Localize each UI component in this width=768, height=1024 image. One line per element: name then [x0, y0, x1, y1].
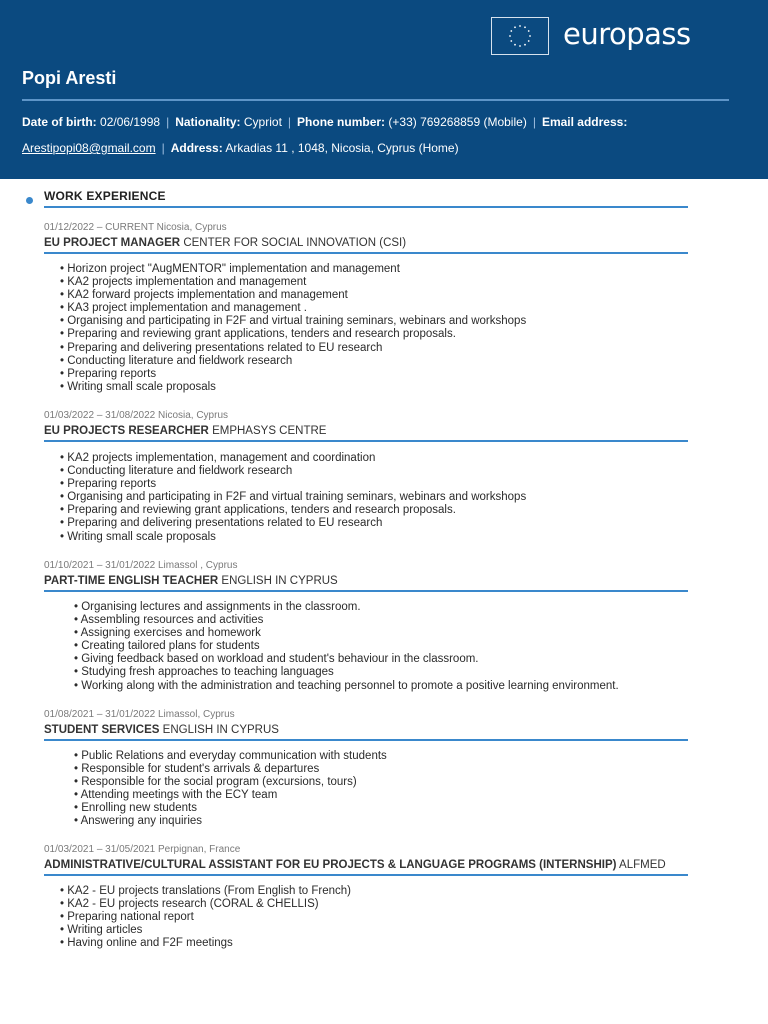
job-dates-location: 01/10/2021 – 31/01/2022 Limassol , Cyprus	[44, 560, 238, 571]
job-title	[44, 722, 688, 738]
address-label: Address:	[170, 141, 223, 155]
section-bullet	[26, 197, 33, 204]
job-entry	[44, 221, 688, 254]
job-entry	[44, 843, 688, 876]
job-role: PART-TIME ENGLISH TEACHER	[44, 575, 219, 587]
list-item: • KA2 forward projects implementation and management	[60, 289, 526, 302]
list-item: • KA2 projects implementation and management	[60, 276, 526, 289]
job-title	[44, 423, 688, 439]
job-role: EU PROJECTS RESEARCHER	[44, 425, 209, 437]
job-divider	[44, 440, 688, 442]
list-item: • KA2 - EU projects research (CORAL & CHELLIS)	[60, 898, 351, 911]
list-item: • Responsible for the social program (excursions, tours)	[74, 776, 387, 789]
list-item: • Preparing and delivering presentations related to EU research	[60, 342, 526, 355]
job-dates-location: 01/03/2022 – 31/08/2022 Nicosia, Cyprus	[44, 410, 229, 421]
list-item: • Giving feedback based on workload and student's behaviour in the classroom.	[74, 653, 619, 666]
list-item: • KA2 projects implementation, management and coordination	[60, 452, 526, 465]
email-link[interactable]: Arestipopi08@gmail.com	[22, 141, 156, 155]
list-item: • Preparing and delivering presentations related to EU research	[60, 517, 526, 530]
list-item: • Organising and participating in F2F and virtual training seminars, webinars and workshops	[60, 315, 526, 328]
cv-header	[0, 0, 768, 179]
job-dates-location: 01/08/2021 – 31/01/2022 Limassol, Cyprus	[44, 709, 235, 720]
job-duties-list	[60, 885, 351, 950]
list-item: • Organising and participating in F2F and virtual training seminars, webinars and workshops	[60, 491, 526, 504]
list-item: • Assembling resources and activities	[74, 614, 619, 627]
list-item: • Preparing reports	[60, 478, 526, 491]
list-item: • Writing small scale proposals	[60, 531, 526, 544]
job-duties-list	[60, 452, 526, 544]
list-item: • Responsible for student's arrivals & departures	[74, 763, 387, 776]
list-item: • Assigning exercises and homework	[74, 627, 619, 640]
job-title	[44, 857, 688, 873]
nationality-value: Cypriot	[243, 115, 282, 129]
separator: |	[287, 115, 292, 129]
header-divider	[22, 99, 729, 101]
job-organisation: ENGLISH IN CYPRUS	[162, 724, 279, 736]
list-item: • Enrolling new students	[74, 802, 387, 815]
separator: |	[166, 115, 170, 129]
section-title-work-experience: WORK EXPERIENCE	[44, 189, 166, 203]
list-item: • Horizon project "AugMENTOR" implementation and management	[60, 263, 526, 276]
list-item: • Creating tailored plans for students	[74, 640, 619, 653]
list-item: • Preparing and reviewing grant applications, tenders and research proposals.	[60, 504, 526, 517]
list-item: • Answering any inquiries	[74, 815, 387, 828]
job-duties-list	[60, 263, 526, 394]
separator: |	[532, 115, 536, 129]
job-organisation: EMPHASYS CENTRE	[212, 425, 327, 437]
dob-label: Date of birth:	[22, 115, 97, 129]
list-item: • KA2 - EU projects translations (From English to French)	[60, 885, 351, 898]
section-divider	[44, 206, 688, 208]
list-item: • KA3 project implementation and management .	[60, 302, 526, 315]
list-item: • Public Relations and everyday communication with students	[74, 750, 387, 763]
list-item: • Preparing reports	[60, 368, 526, 381]
job-dates-location: 01/03/2021 – 31/05/2021 Perpignan, France	[44, 844, 241, 855]
job-divider	[44, 874, 688, 876]
job-duties-list	[74, 750, 387, 829]
list-item: • Preparing national report	[60, 911, 351, 924]
list-item: • Preparing and reviewing grant applications, tenders and research proposals.	[60, 328, 526, 341]
job-entry	[44, 409, 688, 442]
separator: |	[161, 141, 165, 155]
list-item: • Conducting literature and fieldwork research	[60, 355, 526, 368]
job-role: EU PROJECT MANAGER	[44, 237, 181, 249]
job-organisation: ALFMED	[619, 859, 666, 871]
job-entry	[44, 708, 688, 741]
job-title	[44, 235, 688, 251]
address-value: Arkadias 11 , 1048, Nicosia, Cyprus (Home)	[225, 141, 459, 155]
job-role: ADMINISTRATIVE/CULTURAL ASSISTANT FOR EU PROJECTS & LANGUAGE PROGRAMS (INTERNSHIP)	[44, 859, 617, 871]
europass-logo: europass	[563, 17, 691, 51]
list-item: • Studying fresh approaches to teaching languages	[74, 666, 619, 679]
personal-info	[22, 109, 722, 161]
list-item: • Conducting literature and fieldwork research	[60, 465, 526, 478]
job-divider	[44, 739, 688, 741]
job-divider	[44, 590, 688, 592]
email-label: Email address:	[541, 115, 628, 129]
list-item: • Writing small scale proposals	[60, 381, 526, 394]
phone-value: (+33) 769268859 (Mobile)	[388, 115, 527, 129]
list-item: • Working along with the administration and teaching personnel to promote a positive learning environment.	[74, 680, 619, 693]
list-item: • Writing articles	[60, 924, 351, 937]
job-title	[44, 573, 688, 589]
list-item: • Organising lectures and assignments in the classroom.	[74, 601, 619, 614]
nationality-label: Nationality:	[175, 115, 241, 129]
job-duties-list	[74, 601, 619, 693]
job-organisation: ENGLISH IN CYPRUS	[221, 575, 338, 587]
list-item: • Attending meetings with the ECY team	[74, 789, 387, 802]
person-name: Popi Aresti	[22, 68, 117, 88]
job-entry	[44, 559, 688, 592]
job-organisation: CENTER FOR SOCIAL INNOVATION (CSI)	[183, 237, 407, 249]
list-item: • Having online and F2F meetings	[60, 937, 351, 950]
job-dates-location: 01/12/2022 – CURRENT Nicosia, Cyprus	[44, 222, 227, 233]
job-role: STUDENT SERVICES	[44, 724, 160, 736]
phone-label: Phone number:	[297, 115, 386, 129]
job-divider	[44, 252, 688, 254]
eu-flag-stars-icon	[491, 17, 549, 55]
dob-value: 02/06/1998	[100, 115, 161, 129]
